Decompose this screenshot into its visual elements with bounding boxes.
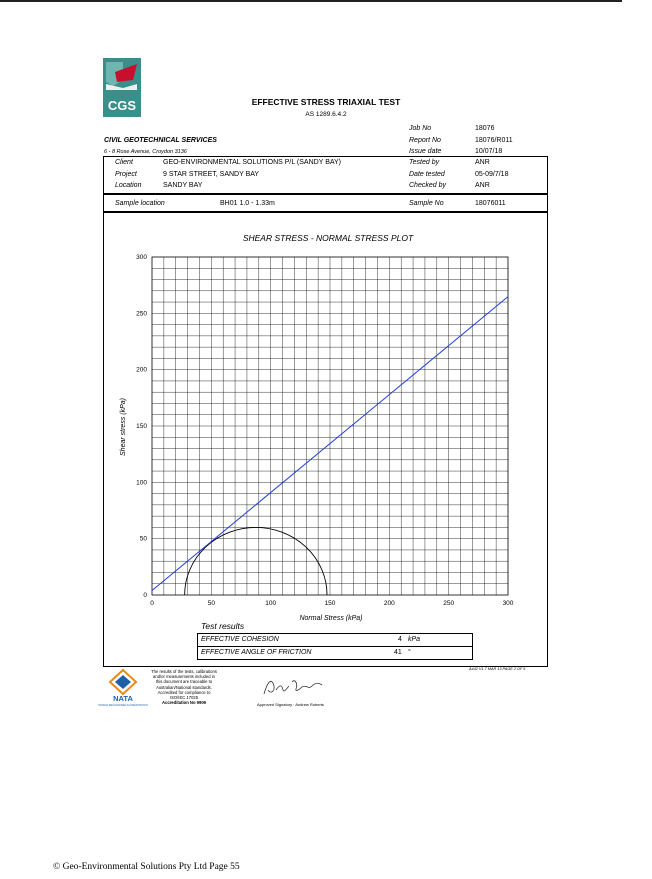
cohesion-value: 4 <box>398 636 402 643</box>
job-no-label: Job No <box>409 125 432 132</box>
friction-value: 41 <box>394 649 402 656</box>
sample-location-label: Sample location <box>115 200 165 207</box>
y-tick-label: 300 <box>136 254 147 261</box>
nata-statement-line: Accredited for compliance to <box>157 689 211 695</box>
x-tick-label: 250 <box>443 600 455 607</box>
tested-by-value: ANR <box>475 159 490 166</box>
chart-axes <box>136 254 514 607</box>
results-heading: Test results <box>201 621 245 631</box>
cohesion-row <box>198 634 472 647</box>
nata-statement-line: Australian/National standards. <box>156 684 212 690</box>
nata-statement <box>139 669 229 705</box>
location-value: SANDY BAY <box>163 182 203 189</box>
x-tick-label: 200 <box>383 600 395 607</box>
nata-statement-line: ISO/IEC 17025 <box>169 695 199 701</box>
friction-label: EFFECTIVE ANGLE OF FRICTION <box>201 649 312 656</box>
friction-row <box>198 647 472 659</box>
x-tick-label: 100 <box>265 600 277 607</box>
x-axis-label: Normal Stress (kPa) <box>299 615 363 622</box>
sample-no-value: 18076011 <box>475 200 506 207</box>
job-no-value: 18076 <box>475 125 495 132</box>
document-reference: A442 V1.7 MAR 13 PAGE 2 OF 5 <box>469 667 526 671</box>
y-tick-label: 100 <box>136 479 147 487</box>
project-value: 9 STAR STREET, SANDY BAY <box>163 171 260 178</box>
report-no-label: Report No <box>409 137 441 144</box>
report-title: EFFECTIVE STRESS TRIAXIAL TEST <box>251 97 401 107</box>
project-label: Project <box>115 171 137 178</box>
issue-date-value: 10/07/18 <box>475 148 503 155</box>
y-tick-label: 150 <box>136 423 147 430</box>
date-tested-label: Date tested <box>409 171 445 178</box>
y-axis-label: Shear stress (kPa) <box>120 398 127 456</box>
location-label: Location <box>115 182 142 189</box>
client-label: Client <box>115 159 133 166</box>
friction-unit: ° <box>408 649 411 656</box>
signature <box>262 676 324 698</box>
issue-date-label: Issue date <box>409 148 442 155</box>
nata-statement-line: and/or measurements included in <box>153 674 215 680</box>
cohesion-label: EFFECTIVE COHESION <box>201 636 279 643</box>
report-standard: AS 1289.6.4.2 <box>305 111 347 118</box>
report-no-value: 18076/R011 <box>475 137 513 144</box>
x-tick-label: 300 <box>502 600 514 607</box>
checked-by-value: ANR <box>475 182 490 189</box>
date-tested-value: 05-09/7/18 <box>475 171 509 178</box>
cohesion-unit: kPa <box>408 636 421 643</box>
x-tick-label: 0 <box>150 600 154 607</box>
checked-by-label: Checked by <box>409 182 446 189</box>
y-tick-label: 0 <box>143 592 147 599</box>
x-tick-label: 150 <box>324 600 336 607</box>
chart-title: SHEAR STRESS - NORMAL STRESS PLOT <box>242 233 414 243</box>
sample-location-value: BH01 1.0 - 1.33m <box>220 200 275 207</box>
x-tick-label: 50 <box>207 600 215 607</box>
page-footer: © Geo-Environmental Solutions Pty Ltd Page 55 <box>53 862 240 872</box>
logo-text: CGS <box>107 98 137 113</box>
nata-statement-line: The results of the tests, calibrations <box>151 669 217 674</box>
results-box <box>197 633 473 660</box>
y-tick-label: 50 <box>139 535 147 543</box>
y-tick-label: 250 <box>136 310 147 318</box>
nata-accreditation: Accreditation No 9909 <box>162 700 206 706</box>
nata-sub-text: WORLD RECOGNISED ACCREDITATION <box>98 704 148 707</box>
company-address: 6 - 8 Rose Avenue, Croydon 3136 <box>104 149 187 155</box>
company-name: CIVIL GEOTECHNICAL SERVICES <box>104 137 217 144</box>
nata-logo <box>98 669 148 711</box>
sample-no-label: Sample No <box>409 200 444 207</box>
client-value: GEO-ENVIRONMENTAL SOLUTIONS P/L (SANDY BAY) <box>163 159 342 166</box>
nata-logo-text: NATA <box>113 694 133 703</box>
chart-grid <box>152 257 508 595</box>
nata-statement-line: this document are traceable to <box>155 679 213 685</box>
signatory-label: Approved Signatory : Andrew Roberts <box>257 702 324 707</box>
tested-by-label: Tested by <box>409 159 440 166</box>
y-tick-label: 200 <box>136 366 147 374</box>
